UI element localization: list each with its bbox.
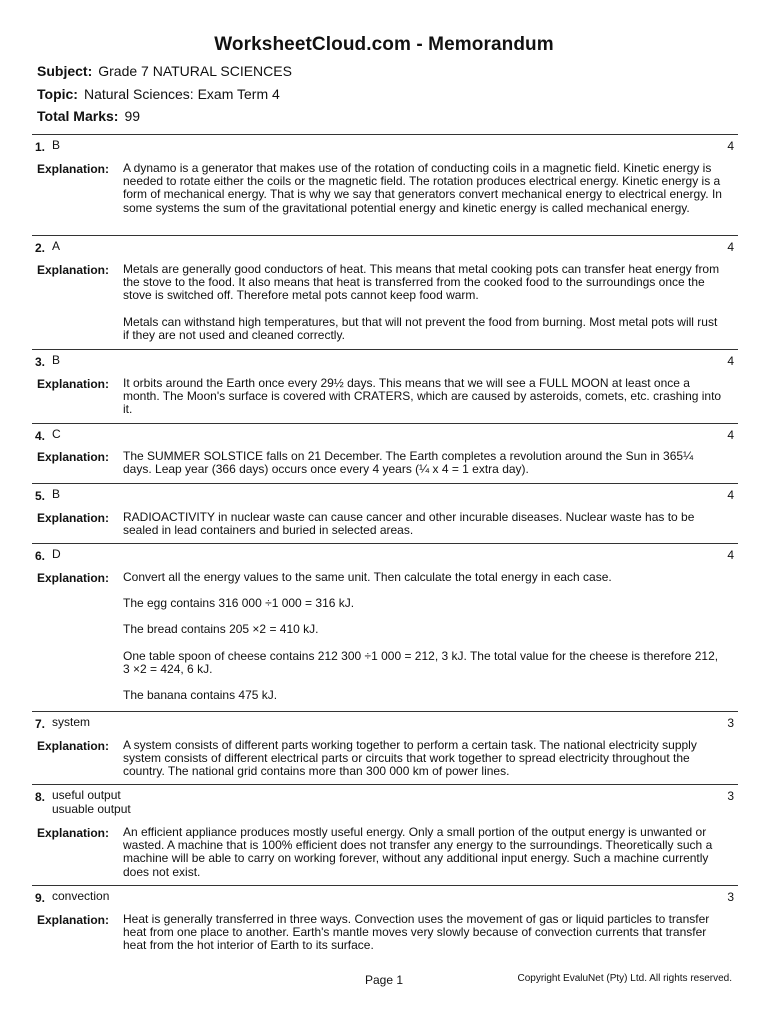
question-answer: C: [52, 427, 61, 441]
question-marks: 4: [727, 428, 734, 442]
question-block: [32, 784, 738, 879]
question-number: 4.: [35, 429, 46, 443]
total-marks-row: [37, 108, 140, 124]
explanation-text: It orbits around the Earth once every 29½ days. This means that we will see a FULL MOON at least once a month. The Moon's surface is covered with CRATERS, which are caused by asteroids, comets, etc. crashing into it.: [123, 376, 722, 417]
explanation-label: Explanation:: [37, 826, 110, 840]
explanation-text: RADIOACTIVITY in nuclear waste can cause cancer and other incurable diseases. Nuclear waste has to be sealed in lead containers and buried in selected areas.: [123, 510, 695, 538]
question-number: 8.: [35, 790, 46, 804]
question-block: [32, 711, 738, 779]
page-number: Page 1: [364, 973, 404, 987]
total-marks-label: Total Marks:: [37, 108, 119, 124]
explanation-label: Explanation:: [37, 571, 110, 585]
topic-row: [37, 86, 280, 102]
explanation-text: A system consists of different parts working together to perform a certain task. The national electricity supply system consists of different electrical parts or circuits that work together to spread electricity throughout the country. The national grid contains more than 300 000 km of power lines.: [123, 738, 697, 779]
explanation-text: Convert all the energy values to the same unit. Then calculate the total energy in each case. The egg contains 316 000 ÷1 000 = 316 kJ. The bread contains 205 ×2 = 410 kJ. One table spoon of cheese contains 212 300 ÷1 000 = 212, 3 kJ. The total value for the cheese is therefore 212, 3 ×2 = 424, 6 kJ. The banana contains 475 kJ.: [123, 570, 719, 703]
question-block: [32, 349, 738, 417]
explanation-label: Explanation:: [37, 450, 110, 464]
question-block: [32, 885, 738, 953]
explanation-label: Explanation:: [37, 377, 110, 391]
question-answer: B: [52, 353, 61, 367]
explanation-text: Heat is generally transferred in three ways. Convection uses the movement of gas or liquid particles to transfer heat from one place to another. Earth's mantle moves very slowly because of convection currents that transfer heat from the hot interior of Earth to its surface.: [123, 912, 710, 953]
question-number: 6.: [35, 549, 46, 563]
total-marks-value: 99: [124, 108, 141, 124]
question-number: 5.: [35, 489, 46, 503]
question-answer: D: [52, 547, 61, 561]
question-answer: convection: [52, 889, 110, 903]
explanation-label: Explanation:: [37, 739, 110, 753]
question-answer: system: [52, 715, 91, 729]
question-marks: 4: [727, 139, 734, 153]
question-block: [32, 543, 738, 703]
explanation-text: An efficient appliance produces mostly useful energy. Only a small portion of the output energy is unwanted or wasted. A machine that is 100% efficient does not transfer any energy to the surroundings. Theoretically such a machine will be able to carry on working forever, without any additional input energy. Such a machine currently does not exist.: [123, 825, 713, 879]
explanation-label: Explanation:: [37, 162, 110, 176]
topic-value: Natural Sciences: Exam Term 4: [83, 86, 280, 102]
question-marks: 4: [727, 488, 734, 502]
question-answer: B: [52, 138, 61, 152]
question-number: 2.: [35, 241, 46, 255]
subject-value: Grade 7 NATURAL SCIENCES: [98, 63, 292, 79]
explanation-text: A dynamo is a generator that makes use of the rotation of conducting coils in a magnetic field. Kinetic energy is needed to rotate either the coils or the magnetic field. The rotation produces electrical energy. Kinetic energy is a form of mechanical energy. That is why we say that generators convert mechanical energy to electrical energy. In some systems the sum of the gravitational potential energy and kinetic energy is called mechanical energy.: [123, 161, 722, 215]
question-answer: A: [52, 239, 61, 253]
question-block: [32, 423, 738, 477]
question-marks: 3: [727, 716, 734, 730]
question-marks: 4: [727, 548, 734, 562]
subject-label: Subject:: [37, 63, 93, 79]
copyright-notice: Copyright EvaluNet (Pty) Ltd. All rights reserved.: [517, 973, 732, 984]
question-number: 9.: [35, 891, 46, 905]
topic-label: Topic:: [37, 86, 78, 102]
question-block: [32, 134, 738, 215]
question-answer: useful output usuable output: [52, 788, 131, 816]
question-block: [32, 483, 738, 538]
subject-row: [37, 63, 292, 79]
question-block: [32, 235, 738, 342]
question-number: 7.: [35, 717, 46, 731]
explanation-text: The SUMMER SOLSTICE falls on 21 December. The Earth completes a revolution around the Sun in 365¼ days. Leap year (366 days) occurs once every 4 years (¼ x 4 = 1 extra day).: [123, 449, 694, 477]
question-marks: 4: [727, 354, 734, 368]
explanation-text: Metals are generally good conductors of heat. This means that metal cooking pots can transfer heat energy from the stove to the food. It also means that heat is transferred from the cooked food to the surroundings once the stove is switched off. Therefore metal pots cannot keep food warm. Metals can withstand high temperatures, but that will not prevent the food from burning. Most metal pots will rust if they are not used and cleaned correctly.: [123, 262, 720, 342]
page-title: WorksheetCloud.com - Memorandum: [214, 34, 554, 55]
question-marks: 3: [727, 890, 734, 904]
explanation-label: Explanation:: [37, 511, 110, 525]
question-marks: 3: [727, 789, 734, 803]
question-marks: 4: [727, 240, 734, 254]
explanation-label: Explanation:: [37, 263, 110, 277]
question-answer: B: [52, 487, 61, 501]
explanation-label: Explanation:: [37, 913, 110, 927]
question-number: 1.: [35, 140, 46, 154]
question-number: 3.: [35, 355, 46, 369]
